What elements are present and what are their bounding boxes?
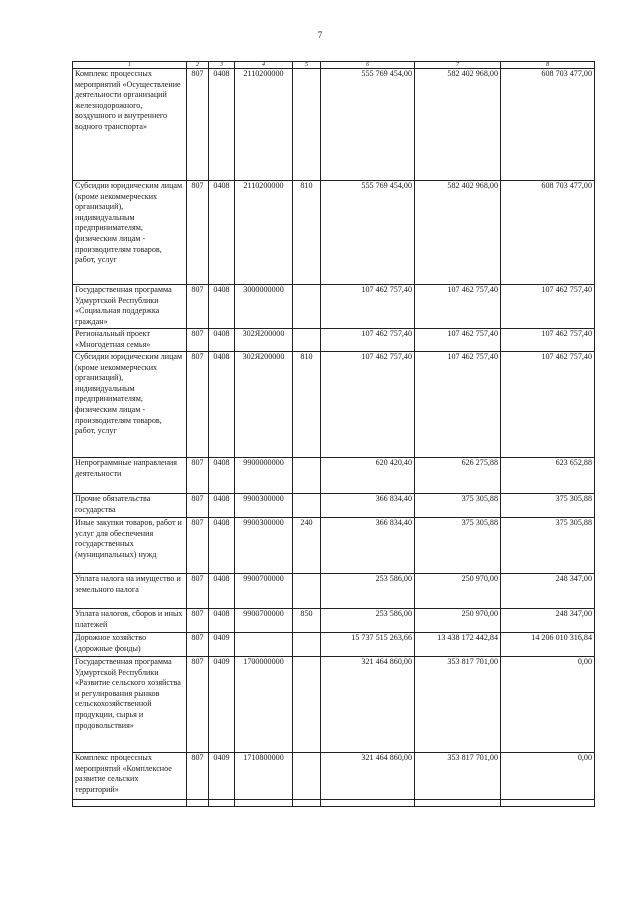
amount-year-2: 107 462 757,40 <box>415 285 501 329</box>
section-code: 0408 <box>209 494 235 518</box>
ministry-code: 807 <box>187 657 209 753</box>
ministry-code: 807 <box>187 753 209 800</box>
amount-year-1: 366 834,40 <box>321 518 415 574</box>
empty-cell <box>321 800 415 807</box>
table-row <box>73 633 595 657</box>
target-code: 9900000000 <box>235 458 293 494</box>
expense-type-code <box>293 574 321 609</box>
target-code: 3000000000 <box>235 285 293 329</box>
section-code: 0408 <box>209 574 235 609</box>
amount-year-2: 353 817 701,00 <box>415 753 501 800</box>
expense-type-code <box>293 657 321 753</box>
table-row <box>73 609 595 633</box>
amount-year-1: 107 462 757,40 <box>321 329 415 352</box>
amount-year-3: 375 305,88 <box>501 518 595 574</box>
section-code: 0409 <box>209 633 235 657</box>
amount-year-3: 0,00 <box>501 753 595 800</box>
target-code: 1700000000 <box>235 657 293 753</box>
ministry-code: 807 <box>187 181 209 285</box>
empty-cell <box>293 800 321 807</box>
expense-type-code: 850 <box>293 609 321 633</box>
amount-year-2: 375 305,88 <box>415 518 501 574</box>
column-header: 1 <box>73 62 187 69</box>
amount-year-1: 15 737 515 263,66 <box>321 633 415 657</box>
expense-type-code <box>293 633 321 657</box>
amount-year-1: 555 769 454,00 <box>321 69 415 181</box>
ministry-code: 807 <box>187 458 209 494</box>
amount-year-1: 107 462 757,40 <box>321 285 415 329</box>
empty-cell <box>501 800 595 807</box>
amount-year-1: 555 769 454,00 <box>321 181 415 285</box>
table-row <box>73 753 595 800</box>
amount-year-3: 608 703 477,00 <box>501 69 595 181</box>
empty-cell <box>73 800 187 807</box>
row-name: Иные закупки товаров, работ и услуг для обеспечения государственных (муниципальных) нужд <box>73 518 187 574</box>
amount-year-2: 375 305,88 <box>415 494 501 518</box>
amount-year-2: 13 438 172 442,84 <box>415 633 501 657</box>
column-header: 3 <box>209 62 235 69</box>
ministry-code: 807 <box>187 352 209 458</box>
row-name: Государственная программа Удмуртской Республики «Социальная поддержка граждан» <box>73 285 187 329</box>
amount-year-2: 626 275,88 <box>415 458 501 494</box>
amount-year-2: 250 970,00 <box>415 574 501 609</box>
ministry-code: 807 <box>187 285 209 329</box>
column-header-row <box>73 62 595 69</box>
target-code: 9900700000 <box>235 574 293 609</box>
target-code: 2110200000 <box>235 69 293 181</box>
expense-type-code <box>293 753 321 800</box>
ministry-code: 807 <box>187 329 209 352</box>
row-name: Субсидии юридическим лицам (кроме некоммерческих организаций), индивидуальным предпринимателям, физическим лицам - производителям товаров, работ, услуг <box>73 352 187 458</box>
budget-table <box>72 61 595 807</box>
row-name: Непрограммные направления деятельности <box>73 458 187 494</box>
amount-year-3: 14 206 010 316,84 <box>501 633 595 657</box>
amount-year-3: 0,00 <box>501 657 595 753</box>
amount-year-3: 248 347,00 <box>501 609 595 633</box>
table-row <box>73 352 595 458</box>
amount-year-3: 608 703 477,00 <box>501 181 595 285</box>
section-code: 0408 <box>209 285 235 329</box>
amount-year-3: 623 652,88 <box>501 458 595 494</box>
amount-year-1: 620 420,40 <box>321 458 415 494</box>
amount-year-2: 107 462 757,40 <box>415 329 501 352</box>
target-code: 9900300000 <box>235 494 293 518</box>
target-code: 302Я200000 <box>235 329 293 352</box>
column-header: 8 <box>501 62 595 69</box>
target-code: 9900700000 <box>235 609 293 633</box>
row-name: Дорожное хозяйство (дорожные фонды) <box>73 633 187 657</box>
row-name: Региональный проект «Многодетная семья» <box>73 329 187 352</box>
row-name: Прочие обязательства государства <box>73 494 187 518</box>
empty-cell <box>209 800 235 807</box>
empty-cell <box>235 800 293 807</box>
row-name: Комплекс процессных мероприятий «Осуществление деятельности организаций железнодорожного, воздушного и внутреннего водного транспорта» <box>73 69 187 181</box>
expense-type-code <box>293 458 321 494</box>
column-header: 5 <box>293 62 321 69</box>
expense-type-code: 810 <box>293 352 321 458</box>
section-code: 0408 <box>209 69 235 181</box>
row-name: Уплата налогов, сборов и иных платежей <box>73 609 187 633</box>
row-name: Государственная программа Удмуртской Республики «Развитие сельского хозяйства и регулирования рынков сельскохозяйственной продукции, сырья и продовольствия» <box>73 657 187 753</box>
table-row <box>73 329 595 352</box>
target-code: 302Я200000 <box>235 352 293 458</box>
section-code: 0409 <box>209 753 235 800</box>
ministry-code: 807 <box>187 633 209 657</box>
table-row <box>73 69 595 181</box>
section-code: 0408 <box>209 352 235 458</box>
amount-year-1: 321 464 860,00 <box>321 657 415 753</box>
amount-year-3: 107 462 757,40 <box>501 352 595 458</box>
amount-year-3: 107 462 757,40 <box>501 329 595 352</box>
amount-year-3: 248 347,00 <box>501 574 595 609</box>
table-row <box>73 285 595 329</box>
amount-year-2: 582 402 968,00 <box>415 181 501 285</box>
section-code: 0408 <box>209 329 235 352</box>
section-code: 0408 <box>209 609 235 633</box>
ministry-code: 807 <box>187 518 209 574</box>
row-name: Субсидии юридическим лицам (кроме некоммерческих организаций), индивидуальным предпринимателям, физическим лицам - производителям товаров, работ, услуг <box>73 181 187 285</box>
column-header: 2 <box>187 62 209 69</box>
expense-type-code <box>293 494 321 518</box>
amount-year-1: 253 586,00 <box>321 574 415 609</box>
target-code <box>235 633 293 657</box>
expense-type-code <box>293 329 321 352</box>
section-code: 0408 <box>209 458 235 494</box>
amount-year-1: 253 586,00 <box>321 609 415 633</box>
expense-type-code <box>293 285 321 329</box>
expense-type-code: 810 <box>293 181 321 285</box>
ministry-code: 807 <box>187 574 209 609</box>
expense-type-code <box>293 69 321 181</box>
amount-year-1: 321 464 860,00 <box>321 753 415 800</box>
page-number: 7 <box>317 30 323 40</box>
ministry-code: 807 <box>187 494 209 518</box>
amount-year-2: 582 402 968,00 <box>415 69 501 181</box>
table-row <box>73 574 595 609</box>
target-code: 1710800000 <box>235 753 293 800</box>
amount-year-3: 107 462 757,40 <box>501 285 595 329</box>
amount-year-3: 375 305,88 <box>501 494 595 518</box>
empty-cell <box>415 800 501 807</box>
table-row <box>73 494 595 518</box>
ministry-code: 807 <box>187 69 209 181</box>
amount-year-2: 353 817 701,00 <box>415 657 501 753</box>
section-code: 0409 <box>209 657 235 753</box>
empty-cell <box>187 800 209 807</box>
section-code: 0408 <box>209 518 235 574</box>
amount-year-2: 250 970,00 <box>415 609 501 633</box>
expense-type-code: 240 <box>293 518 321 574</box>
row-name: Комплекс процессных мероприятий «Комплексное развитие сельских территорий» <box>73 753 187 800</box>
table-row <box>73 181 595 285</box>
section-code: 0408 <box>209 181 235 285</box>
table-row <box>73 518 595 574</box>
amount-year-2: 107 462 757,40 <box>415 352 501 458</box>
row-name: Уплата налога на имущество и земельного налога <box>73 574 187 609</box>
table-row-empty <box>73 800 595 807</box>
column-header: 4 <box>235 62 293 69</box>
table-row <box>73 458 595 494</box>
amount-year-1: 366 834,40 <box>321 494 415 518</box>
column-header: 7 <box>415 62 501 69</box>
amount-year-1: 107 462 757,40 <box>321 352 415 458</box>
table-row <box>73 657 595 753</box>
ministry-code: 807 <box>187 609 209 633</box>
target-code: 9900300000 <box>235 518 293 574</box>
column-header: 6 <box>321 62 415 69</box>
target-code: 2110200000 <box>235 181 293 285</box>
